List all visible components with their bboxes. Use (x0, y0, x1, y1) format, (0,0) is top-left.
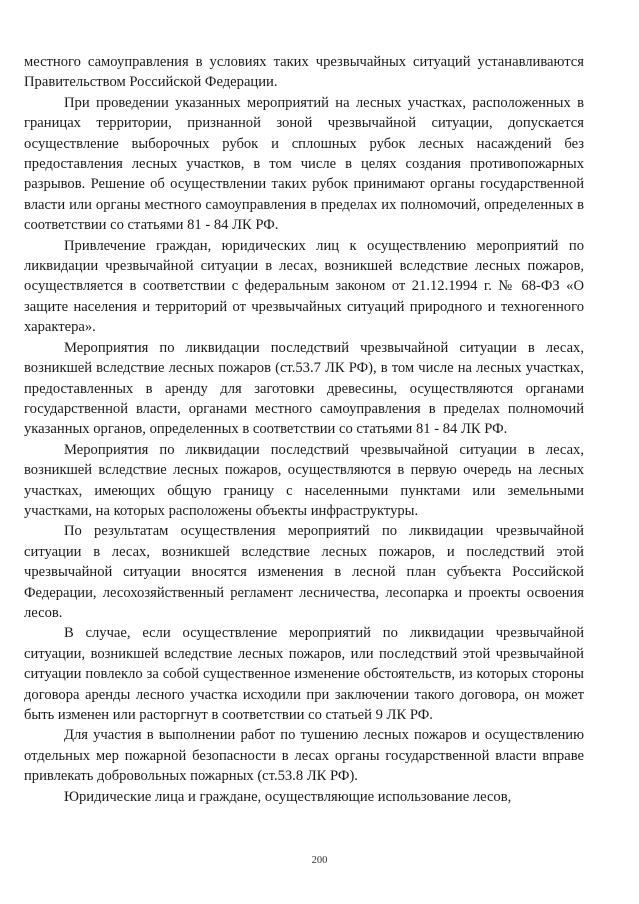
paragraph: В случае, если осуществление мероприятий по ликвидации чрезвычайной ситуации, возникшей вследствие лесных пожаров, или последствий этой чрезвычайной ситуации повлекло за собой существенное изменение обстоятельств, из которых стороны договора аренды лесного участка исходили при заключении такого договора, он может быть изменен или расторгнут в соответствии со статьей 9 ЛК РФ. (24, 625, 584, 723)
paragraph: Мероприятия по ликвидации последствий чрезвычайной ситуации в лесах, возникшей вследствие лесных пожаров (ст.53.7 ЛК РФ), в том числе на лесных участках, предоставленных в аренду для заготовки древесины, осуществляются органами государственной власти, органами местного самоуправления в пределах полномочий указанных органов, определенных в соответствии со статьями 81 - 84 ЛК РФ. (24, 339, 584, 438)
paragraph-truncated: Юридические лица и граждане, осуществляющие использование лесов, (64, 788, 512, 805)
paragraph: Привлечение граждан, юридических лиц к осуществлению мероприятий по ликвидации чрезвычайной ситуации в лесах, возникшей вследствие лесных пожаров, осуществляется в соответствии с федеральным законом от 21.12.1994 г. № 68-ФЗ «О защите населения и территорий от чрезвычайных ситуаций природного и техногенного характера». (24, 237, 584, 336)
paragraph: Мероприятия по ликвидации последствий чрезвычайной ситуации в лесах, возникшей вследствие лесных пожаров, осуществляются в первую очередь на лесных участках, имеющих общую границу с населенными пунктами или земельными участками, на которых расположены объекты инфраструктуры. (24, 441, 584, 519)
paragraph: По результатам осуществления мероприятий по ликвидации чрезвычайной ситуации в лесах, возникшей вследствие лесных пожаров, и последствий этой чрезвычайной ситуации вносятся изменения в лесной план субъекта Российской Федерации, лесохозяйственный регламент лесничества, лесопарка и проекты освоения лесов. (24, 523, 584, 621)
paragraph: Для участия в выполнении работ по тушению лесных пожаров и осуществлению отдельных мер пожарной безопасности в лесах органы государственной власти вправе привлекать добровольных пожарных (ст.53.8 ЛК РФ). (24, 727, 584, 785)
document-body (24, 52, 584, 807)
paragraph-continuation: местного самоуправления в условиях таких чрезвычайных ситуаций устанавливаются Правительством Российской Федерации. (24, 54, 584, 91)
page-number: 200 (311, 855, 328, 866)
paragraph: При проведении указанных мероприятий на лесных участках, расположенных в границах территории, признанной зоной чрезвычайной ситуации, допускается осуществление выборочных рубок и сплошных рубок лесных насаждений без предоставления лесных участков, в том числе в целях создания противопожарных разрывов. Решение об осуществлении таких рубок принимают органы государственной власти или органы местного самоуправления в пределах их полномочий, определенных в соответствии со статьями 81 - 84 ЛК РФ. (24, 94, 584, 234)
